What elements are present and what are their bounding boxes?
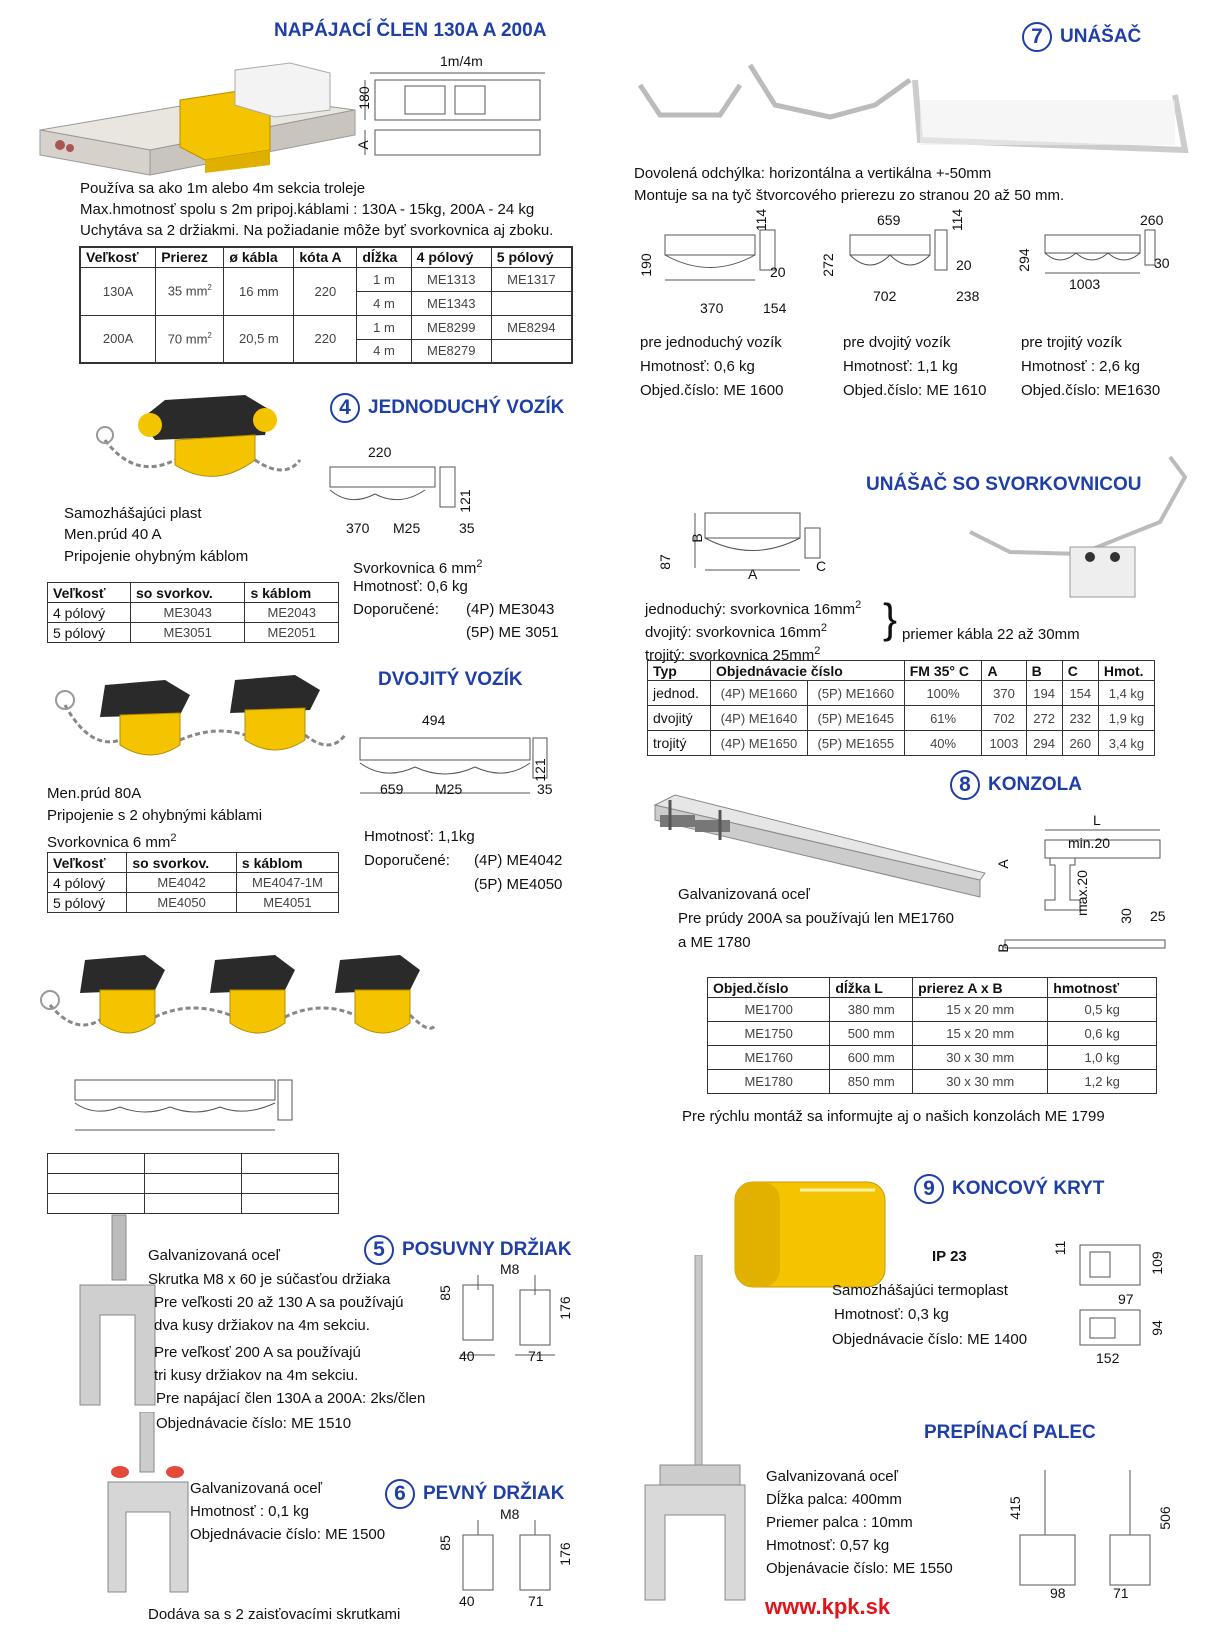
table-cell: 3,4 kg [1098,731,1154,756]
s9-text-2: Hmotnosť: 0,3 kg [834,1306,949,1323]
s5-text-3: Pre veľkosti 20 až 130 A sa používajú [154,1294,404,1311]
dim-415: 415 [1007,1496,1023,1520]
dim-85b: 85 [437,1535,453,1551]
dim-114: 114 [753,208,769,232]
table-cell: 260 [1062,731,1098,756]
s9-number: 9 [914,1174,944,1204]
table-row [80,315,572,339]
sdvoj-title: DVOJITÝ VOZÍK [378,669,523,690]
table-cell: ME1780 [708,1070,830,1094]
table-cell: 1,2 kg [1048,1070,1157,1094]
table-cell: 232 [1062,706,1098,731]
table-cell: ME4047-1M [236,873,338,893]
s7-col2-3: Objed.číslo: ME 1610 [843,382,987,399]
table-cell: 5 pólový [48,893,127,913]
table-header: B [1026,661,1062,681]
spalec-text-4: Hmotnosť: 0,57 kg [766,1537,890,1554]
table-header: dĺžka L [830,978,913,998]
s4-title-wrap [330,393,564,423]
superscript: 2 [170,832,177,844]
table-header: Veľkosť [80,247,156,267]
feed-unit-table [79,246,573,364]
table-cell: 5 pólový [48,623,131,643]
dim-220: 220 [368,444,392,460]
dim-30: 30 [1154,255,1170,271]
s5-text-8: Objednávacie číslo: ME 1510 [156,1415,352,1432]
spalec-text-5: Objenávacie číslo: ME 1550 [766,1560,953,1577]
table-cell: 220 [294,267,357,315]
dim-20: 20 [770,264,786,280]
s9-text-3: Objednávacie číslo: ME 1400 [832,1331,1028,1348]
cross-value: 70 mm [167,331,208,347]
table-cell [156,267,224,315]
table-cell: 1003 [982,731,1026,756]
table-cell: 500 mm [830,1022,913,1046]
table-cell: 294 [1026,731,1062,756]
s8-note: Pre rýchlu montáž sa informujte aj o našich konzolách ME 1799 [682,1108,1105,1125]
dim-702: 702 [873,288,897,304]
table-cell: ME4042 [127,873,237,893]
table-cell: 16 mm [224,267,294,315]
table-header [145,1154,242,1174]
superscript: 2 [207,331,212,341]
table-cell: jednod. [648,681,711,706]
s1-title: NAPÁJACÍ ČLEN 130A A 200A [274,20,547,41]
single-trolley-drawing [320,462,470,522]
s4-spec-3: Doporučené: [353,601,439,618]
s7-col1-3: Objed.číslo: ME 1600 [640,382,784,399]
table-cell: ME8294 [491,315,572,339]
table-cell: 370 [982,681,1026,706]
table-cell: 1,0 kg [1048,1046,1157,1070]
s5-title-wrap [364,1235,572,1265]
table-header: 4 pólový [411,247,491,267]
s4-spec-1 [353,555,483,578]
table-header: C [1062,661,1098,681]
s7-col2-1: pre dvojitý vozík [843,334,951,351]
s4-text-1: Samozhášajúci plast [64,505,202,522]
table-cell: ME8279 [411,339,491,363]
s9-text-1: Samozhášajúci termoplast [832,1282,1008,1299]
table-row [648,681,1155,706]
table-cell: 1,4 kg [1098,681,1154,706]
table-cell [491,291,572,315]
table-cell [491,339,572,363]
s1-text-2: Max.hmotnosť spolu s 2m pripoj.káblami : 130A - 15kg, 200A - 24 kg [80,201,535,218]
dim-m8: M8 [500,1261,520,1277]
triple-trolley-table [47,1153,339,1214]
s8-text-3: a ME 1780 [678,934,751,951]
carrier-double-drawing [845,225,955,290]
dim-40: 40 [459,1348,475,1364]
carrier-photo [630,55,1190,165]
table-header: FM 35° C [904,661,982,681]
table-row [708,1046,1157,1070]
dim-1003: 1003 [1069,276,1101,292]
sdvoj-spec-1: Hmotnosť: 1,1kg [364,828,475,845]
s8-title: KONZOLA [988,774,1082,796]
table-header: so svorkov. [127,853,237,873]
s4-text-3: Pripojenie ohybným káblom [64,548,249,565]
s8-text-2: Pre prúdy 200A sa používajú len ME1760 [678,910,955,927]
dim-109: 109 [1149,1251,1165,1275]
dim-260: 260 [1140,212,1164,228]
table-header: hmotnosť [1048,978,1157,998]
table-cell: dvojitý [648,706,711,731]
table-cell: 194 [1026,681,1062,706]
table-cell: (4P) ME1640 [710,706,807,731]
table-cell [156,315,224,363]
sdvoj-text-1: Men.prúd 80A [47,785,142,802]
sdvoj-spec-3: (4P) ME4042 [474,852,563,869]
table-row [648,706,1155,731]
dim-40b: 40 [459,1593,475,1609]
s4-spec-5: (5P) ME 3051 [466,624,559,641]
table-header: prierez A x B [913,978,1048,998]
table-header: Prierez [156,247,224,267]
dim-l: L [1093,812,1101,828]
table-header: Veľkosť [48,853,127,873]
single-trolley-photo [95,390,310,505]
s1-text-3: Uchytáva sa 2 držiakmi. Na požiadanie môže byť svorkovnica aj zboku. [80,222,554,239]
table-cell: ME2051 [245,623,339,643]
dim-85: 85 [437,1285,453,1301]
s7-col3-2: Hmotnosť : 2,6 kg [1021,358,1141,375]
table-header: kóta A [294,247,357,267]
dim-659: 659 [380,781,404,797]
spalec-text-3: Priemer palca : 10mm [766,1514,913,1531]
single-trolley-table [47,582,339,643]
website-link[interactable]: www.kpk.sk [765,1594,891,1619]
table-cell: (5P) ME1660 [807,681,904,706]
s7-text-2: Montuje sa na tyč štvorcového prierezu zo stranou 20 až 50 mm. [634,187,1065,204]
dim-71b: 71 [1113,1585,1129,1601]
table-header: Objed.číslo [708,978,830,998]
s1-text-1: Používa sa ako 1m alebo 4m sekcia troleje [80,180,366,197]
brace-icon: } [883,595,898,642]
sunasac-title: UNÁŠAČ SO SVORKOVNICOU [866,474,1142,495]
table-row [48,603,339,623]
dim-11: 11 [1052,1240,1068,1256]
table-header: s káblom [236,853,338,873]
s1-dim-length: 1m/4m [440,53,483,69]
dim-272: 272 [820,253,836,277]
s8-text-1: Galvanizovaná oceľ [678,886,810,903]
s9-ip: IP 23 [932,1248,967,1265]
feed-unit-photo [30,55,360,180]
sdvoj-spec-2: Doporučené: [364,852,450,869]
table-header: s káblom [245,583,339,603]
s5-text-5: Pre veľkosť 200 A sa používajú [154,1344,361,1361]
bracket-table [707,977,1157,1094]
dim-a: A [748,566,758,582]
s7-number: 7 [1022,22,1052,52]
dim-35b: 35 [537,781,553,797]
dim-121: 121 [457,489,473,513]
dim-87: 87 [657,554,673,570]
table-cell: 15 x 20 mm [913,1022,1048,1046]
table-cell: 130A [80,267,156,315]
s5-text-2: Skrutka M8 x 60 je súčasťou držiaka [148,1271,391,1288]
table-header: dĺžka [357,247,411,267]
table-cell: 61% [904,706,982,731]
table-cell: 702 [982,706,1026,731]
dim-a2: A [995,859,1011,869]
spec-text: Svorkovnica 6 mm [353,560,477,577]
table-cell: 4 pólový [48,603,131,623]
table-cell: ME8299 [411,315,491,339]
table-cell: 850 mm [830,1070,913,1094]
sdvoj-text-3 [47,829,177,852]
s5-text-1: Galvanizovaná oceľ [148,1247,280,1264]
dim-71: 71 [528,1348,544,1364]
cross-value: 35 mm [167,283,208,299]
end-cap-drawing [1075,1240,1155,1360]
s5-title: POSUVNY DRŽIAK [402,1239,572,1261]
dim-176: 176 [557,1296,573,1320]
triple-trolley-drawing [70,1075,310,1140]
table-cell: 0,5 kg [1048,998,1157,1022]
table-row [48,1174,339,1194]
dim-min20: min.20 [1068,835,1111,851]
s4-spec-2: Hmotnosť: 0,6 kg [353,578,468,595]
table-row [708,998,1157,1022]
table-cell [145,1174,242,1194]
table-cell: 30 x 30 mm [913,1070,1048,1094]
table-cell: trojitý [648,731,711,756]
table-cell: 200A [80,315,156,363]
dim-c: C [816,558,827,574]
superscript: 2 [207,283,212,293]
line-text: jednoduchý: svorkovnica 16mm [645,601,856,618]
s7-title: UNÁŠAČ [1060,26,1142,48]
table-cell: (4P) ME1660 [710,681,807,706]
table-cell: 4 m [357,339,411,363]
dim-b: B [689,533,705,543]
clamp-carrier-photo [960,452,1200,612]
s7-text-1: Dovolená odchýlka: horizontálna a vertikálna +-50mm [634,165,992,182]
table-header [48,1154,145,1174]
line-text: dvojitý: svorkovnica 16mm [645,624,821,641]
s6-text-2: Hmotnosť : 0,1 kg [190,1503,310,1520]
dim-176b: 176 [557,1542,573,1566]
table-cell: 380 mm [830,998,913,1022]
table-cell: 20,5 m [224,315,294,363]
table-cell: ME1750 [708,1022,830,1046]
table-header: Objednávacie číslo [710,661,904,681]
table-cell: ME4050 [127,893,237,913]
dim-94: 94 [1149,1320,1165,1336]
dim-max20: max.20 [1074,870,1090,916]
carrier-single-drawing [660,225,800,290]
table-row [48,893,339,913]
s6-number: 6 [385,1479,415,1509]
dim-121b: 121 [532,758,548,782]
double-trolley-photo [50,665,350,780]
superscript: 2 [820,622,828,634]
table-cell [242,1174,339,1194]
dim-25: 25 [1150,908,1166,924]
s4-spec-4: (4P) ME3043 [466,601,555,618]
table-cell: 4 m [357,291,411,315]
superscript: 2 [855,599,862,611]
dim-190: 190 [638,253,654,277]
sdvoj-spec-4: (5P) ME4050 [474,876,563,893]
dim-494: 494 [422,712,446,728]
dim-b2: B [995,943,1011,953]
table-header: so svorkov. [130,583,245,603]
table-cell: ME1760 [708,1046,830,1070]
table-header: ø kábla [224,247,294,267]
dim-154: 154 [763,300,787,316]
table-cell: 0,6 kg [1048,1022,1157,1046]
s1-dim-180: 180 [356,86,372,110]
dim-30c: 30 [1118,908,1134,924]
spalec-text-2: Dĺžka palca: 400mm [766,1491,902,1508]
table-row [708,1070,1157,1094]
spalec-text-1: Galvanizovaná oceľ [766,1468,898,1485]
s7-col3-3: Objed.číslo: ME1630 [1021,382,1161,399]
table-header [242,1154,339,1174]
s7-col2-2: Hmotnosť: 1,1 kg [843,358,958,375]
table-header: Veľkosť [48,583,131,603]
table-header: Typ [648,661,711,681]
s7-col3-1: pre trojitý vozík [1021,334,1122,351]
dim-370: 370 [346,520,370,536]
table-cell [242,1194,339,1214]
table-header: A [982,661,1026,681]
clamp-carrier-table [647,660,1155,756]
superscript: 2 [476,558,483,570]
dim-506: 506 [1157,1506,1173,1530]
dim-m8b: M8 [500,1506,520,1522]
table-cell: ME4051 [236,893,338,913]
table-cell: 30 x 30 mm [913,1046,1048,1070]
s5-text-4: dva kusy držiakov na 4m sekciu. [154,1317,370,1334]
s4-text-2: Men.prúd 40 A [64,526,162,543]
dim-114b: 114 [949,208,965,232]
table-cell: 154 [1062,681,1098,706]
s8-number: 8 [950,770,980,800]
table-cell: 4 pólový [48,873,127,893]
table-row [48,873,339,893]
triple-trolley-photo [40,945,440,1065]
s6-text-3: Objednávacie číslo: ME 1500 [190,1526,386,1543]
dim-294: 294 [1016,248,1032,272]
double-trolley-table [47,852,339,913]
table-cell: (5P) ME1655 [807,731,904,756]
s9-title: KONCOVÝ KRYT [952,1178,1105,1200]
s6-title: PEVNÝ DRŽIAK [423,1483,565,1505]
table-cell: 1 m [357,315,411,339]
table-header: 5 pólový [491,247,572,267]
dim-98: 98 [1050,1585,1066,1601]
line-text: trojitý: svorkovnica 25mm [645,647,815,664]
dim-659: 659 [877,212,901,228]
table-cell: ME1343 [411,291,491,315]
table-cell: 15 x 20 mm [913,998,1048,1022]
table-cell: ME2043 [245,603,339,623]
table-cell: ME3043 [130,603,245,623]
dim-m25b: M25 [435,781,463,797]
dim-97: 97 [1118,1291,1134,1307]
s5-number: 5 [364,1235,394,1265]
table-cell: (5P) ME1645 [807,706,904,731]
table-cell: ME3051 [130,623,245,643]
table-cell: ME1317 [491,267,572,291]
dim-71c: 71 [528,1593,544,1609]
s5-text-7: Pre napájací člen 130A a 200A: 2ks/člen [156,1390,426,1407]
table-cell: 1 m [357,267,411,291]
dim-35: 35 [459,520,475,536]
s4-title: JEDNODUCHÝ VOZÍK [368,397,565,419]
sunasac-line-2 [645,619,827,642]
s7-title-wrap [1022,22,1141,52]
bracket-photo [650,785,990,900]
s6-title-wrap [385,1479,564,1509]
s1-dim-a: A [355,140,371,150]
table-cell: 1,9 kg [1098,706,1154,731]
s7-col1-2: Hmotnosť: 0,6 kg [640,358,755,375]
s4-number: 4 [330,393,360,423]
line-text: Svorkovnica 6 mm [47,834,171,851]
table-cell: 100% [904,681,982,706]
s7-col1-1: pre jednoduchý vozík [640,334,782,351]
s5-text-6: tri kusy držiakov na 4m sekciu. [154,1367,359,1384]
sunasac-note: priemer kábla 22 až 30mm [902,626,1080,643]
table-row [48,623,339,643]
table-header: Hmot. [1098,661,1154,681]
s9-title-wrap [914,1174,1104,1204]
table-cell: 600 mm [830,1046,913,1070]
table-header-row [80,247,572,267]
table-cell: ME1700 [708,998,830,1022]
dim-20b: 20 [956,257,972,273]
table-row [648,731,1155,756]
switch-finger-drawing [1010,1470,1180,1595]
table-cell: (4P) ME1650 [710,731,807,756]
sdvoj-text-2: Pripojenie s 2 ohybnými káblami [47,807,263,824]
superscript: 2 [814,645,821,657]
feed-unit-drawing [350,68,550,163]
dim-152: 152 [1096,1350,1120,1366]
table-cell: 220 [294,315,357,363]
dim-370: 370 [700,300,724,316]
switch-finger-photo [640,1255,755,1605]
fixed-hanger-photo [100,1412,195,1597]
table-cell: 272 [1026,706,1062,731]
dim-m25: M25 [393,520,421,536]
dim-238: 238 [956,288,980,304]
s6-footer: Dodáva sa s 2 zaisťovacími skrutkami [148,1606,401,1623]
spalec-title: PREPÍNACÍ PALEC [924,1422,1096,1443]
s6-text-1: Galvanizovaná oceľ [190,1480,322,1497]
table-cell: ME1313 [411,267,491,291]
sunasac-line-1 [645,596,861,619]
table-row [80,267,572,291]
table-cell [48,1174,145,1194]
table-cell: 40% [904,731,982,756]
table-row [708,1022,1157,1046]
